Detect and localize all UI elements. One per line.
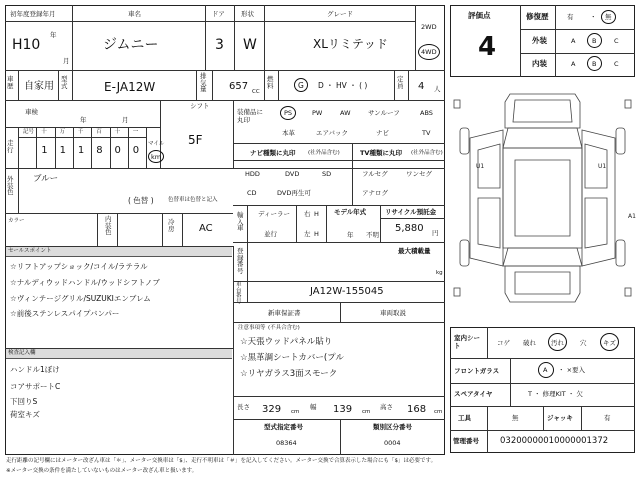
repair-no: 無 [605,13,612,21]
equip-abs: ABS [420,109,433,117]
seat-opt-hole: 穴 [580,339,587,347]
fuel-g: G [298,81,304,90]
glass-a: A [543,366,548,374]
height-label: 高さ [380,403,393,411]
max-load-unit: kg [436,270,443,276]
import-right-h: H [314,210,319,218]
equip-navi: ナビ [376,129,389,137]
mileage-digit-header: 万 [59,129,66,135]
disp-label: 排気量 [200,72,207,93]
glass-rest: ・ ×要入 [558,366,586,374]
inspect-month: 月 [122,116,129,124]
width-unit: cm [362,409,371,415]
mileage-digit: 1 [77,145,85,156]
warranty-label: 新車保証書 [268,309,301,317]
score-label: 評価点 [468,11,491,20]
import-left: 左 [304,230,311,238]
int-a: A [571,60,576,68]
navi-sd: SD [322,170,332,178]
reg-type-label: 車歴 [7,75,14,90]
sales-item-1: ☆リフトアップショック/コイル/ラテラル [10,262,148,271]
tv-analog: アナログ [362,189,388,197]
registration-label: 登録番号 [237,247,244,275]
color-note: 色替車は色替と記入 [168,197,218,203]
navi-cd: CD [247,189,257,197]
type-num-label: 型式指定番号 [264,423,303,431]
import-dealer: ディーラー [258,210,290,218]
car-diagram [450,88,635,318]
tool-label: 工具 [458,414,471,422]
tv-oneseg: ワンセグ [406,170,432,178]
car-name-label: 車名 [128,10,141,18]
equip-aw: AW [340,109,351,117]
ac-value: AC [199,223,213,234]
chassis-label: 車台番号 [236,282,242,305]
first-reg-era: H10 [12,37,41,53]
mileage-label: 走行 [7,139,14,154]
checker-header-bar [6,349,232,359]
diagram-u1-right: U1 [598,163,607,170]
mileage-mile: マイル [148,141,165,147]
length-label: 長さ [237,403,250,411]
class-num-label: 類別区分番号 [373,423,412,431]
reg-type-value: 自家用 [24,81,54,92]
footer-line-1: 走行距離の記号欄にはメーター改ざん車は「＊」、メーター交換車は「$」、走行不明車は「＃」を記入してください。メーター交換で合算表示した場合にも「$」は必要です。 [6,458,437,464]
sales-item-3: ☆ヴィンテージグリル/SUZUKIエンブレム [10,294,151,303]
navi-dvd: DVD [285,170,300,178]
equip-tv: TV [422,129,431,137]
color-label: 外装色 [7,175,14,196]
checker-header: 検査記入欄 [8,350,36,356]
int-b: B [592,60,597,68]
sales-header: セールスポイント [8,248,52,254]
import-label: 輸入車 [237,211,244,232]
recycle-value: 5,880 [395,223,424,234]
disp-value: 657 [229,81,249,92]
inspect-label: 車検 [25,108,38,116]
fuel-label: 燃料 [267,75,274,90]
repair-yes: 有 [567,13,574,21]
disp-unit: CC [252,89,260,95]
tv-type-note: (社外品含む) [411,150,443,156]
drive-2wd: 2WD [421,23,437,31]
ext-a: A [571,37,576,45]
checker-item-3: 下回りS [10,397,38,406]
spare-opts: T ・ 修理KIT ・ 欠 [528,390,583,398]
recycle-label: リサイクル預託金 [385,208,437,216]
import-right: 右 [304,210,311,218]
jack-label: ジャッキ [547,414,573,422]
import-parallel: 並行 [264,230,277,238]
month-unit: 月 [63,57,70,65]
navi-hdd: HDD [245,170,260,178]
door-value: 3 [215,37,224,53]
interior-color-label: 内装色 [105,215,112,236]
repair-label: 修復歴 [526,12,549,21]
mileage-digit-header: 十 [114,129,121,135]
seat-opt-burn: コゲ [497,339,510,347]
score-value: 4 [478,32,497,62]
footer-line-2: ※メーター交換の条件を満たしていないものはメーター改ざん車と扱います。 [6,468,198,474]
shift-value: 5F [188,133,203,147]
ac-label: 冷房 [168,218,175,233]
mileage-digit-header: 千 [77,129,84,135]
sales-item-4: ☆前後ステンレスパイプバンパー [10,309,120,318]
max-load-label: 最大積載量 [398,247,431,255]
caution-note: (不具合含む) [268,325,300,331]
color-code: ( 色替 ) [128,196,154,205]
equip-ps: PS [284,109,293,117]
inspect-year: 年 [80,116,87,124]
import-left-h: H [314,230,319,238]
diagram-u1-left: U1 [476,163,485,170]
equip-sunroof: サンルーフ [368,109,400,117]
caution-item-3: ☆リヤガラス3面スモーク [240,369,338,379]
grade-label: グレード [327,10,353,18]
model-year-unknown: 不明 [366,231,379,239]
length-unit: cm [291,409,300,415]
seat-label: 室内シート [454,334,480,351]
navi-type-header: ナビ種類に丸印 [250,149,296,157]
model-label: 型式 [61,75,68,90]
jack-value: 有 [604,414,611,422]
fuel-options: D ・ HV ・ ( ) [318,81,368,90]
seat-opt-dirt: 汚れ [551,339,564,347]
grade-value: XLリミテッド [313,37,388,51]
spare-label: スペアタイヤ [454,390,493,398]
ext-c: C [614,37,619,45]
caution-item-2: ☆黒革調シートカバー(プル [240,353,344,363]
car-name-value: ジムニー [103,37,159,53]
width-label: 幅 [310,403,317,411]
capacity-unit: 人 [434,85,441,93]
navi-type-note: (社外品含む) [308,150,340,156]
model-year-year: 年 [347,231,354,239]
chassis-value: JA12W-155045 [310,286,384,297]
type-num-value: 08364 [276,439,297,447]
checker-item-1: ハンドル1ぼけ [10,365,60,374]
class-num-value: 0004 [384,439,401,447]
shift-label: シフト [190,102,210,110]
seat-opt-scratch: キズ [603,339,616,347]
model-year-label: モデル年式 [334,208,367,216]
shape-value: W [243,37,257,53]
first-reg-label: 初年度登録年月 [10,10,56,18]
shape-label: 形状 [241,10,254,18]
mileage-km: km [151,153,162,161]
color-value: ブルー [33,174,59,184]
model-value: E-JA12W [104,80,156,94]
mileage-digit-header: 十 [41,129,47,135]
capacity-label: 定員 [397,75,404,90]
mileage-digit: 1 [41,145,48,156]
navi-dvd-play: DVD再生可 [277,189,311,197]
int-label: 内装 [532,59,547,68]
tv-type-header: TV種類に丸印 [360,149,402,157]
drive-4wd: 4WD [421,48,437,56]
main-form [5,5,445,455]
mgmt-value: 03200000010000001372 [500,436,609,446]
mileage-digit-header: 一 [132,129,139,135]
mileage-digit-header: 記号 [23,129,35,135]
length-value: 329 [262,404,282,415]
equip-pw: PW [312,109,323,117]
tool-value: 無 [512,414,519,422]
int-c: C [614,60,619,68]
mileage-digit: 0 [132,145,140,156]
recycle-yen: 円 [432,229,439,237]
glass-label: フロントガラス [454,367,500,375]
caution-item-1: ☆天張ウッドパネル貼り [240,337,333,347]
diagram-a1: A1 [628,213,636,220]
tv-fullseg: フルセグ [362,170,388,178]
checker-item-2: コアサポートC [10,382,61,391]
equip-airbag: エアバック [316,129,348,137]
caution-header: 注意事項等 [238,325,266,331]
seat-opt-tear: 破れ [523,339,536,347]
height-unit: cm [434,409,443,415]
mileage-digit: 8 [96,145,103,156]
repair-dot: ・ [590,13,597,21]
mileage-digit: 0 [114,145,121,156]
door-label: ドア [212,10,225,18]
ext-label: 外装 [532,36,547,45]
width-value: 139 [333,404,353,415]
mileage-digit-header: 百 [96,129,102,135]
capacity-value: 4 [418,81,425,92]
equip-label: 装備品に丸印 [237,108,263,125]
color-code-label: カラー [8,218,25,224]
manual-label: 車両取説 [380,309,406,317]
mgmt-label: 管理番号 [453,437,479,445]
equip-leather: 本革 [282,129,295,137]
height-value: 168 [407,404,427,415]
sales-item-2: ☆ナルディウッドハンドル/ウッドシフトノブ [10,278,160,287]
mileage-digit: 1 [59,145,66,156]
checker-item-4: 荷室キズ [10,410,40,419]
ext-b: B [592,37,597,45]
year-unit: 年 [50,31,57,39]
